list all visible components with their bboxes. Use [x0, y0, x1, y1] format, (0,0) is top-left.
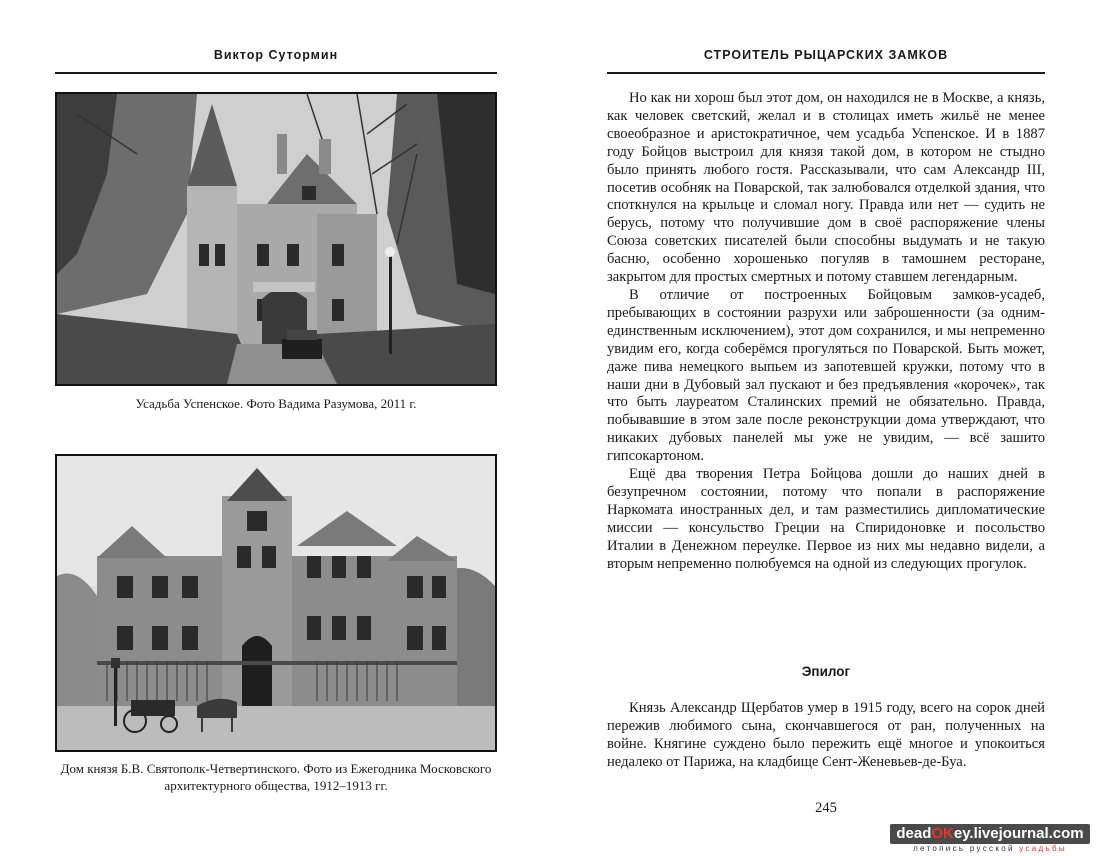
photo-caption: Усадьба Успенское. Фото Вадима Разумова, 2011 г.	[135, 396, 417, 411]
photo-usadba-uspenskoe-icon	[57, 94, 495, 384]
right-page	[550, 0, 1100, 856]
photo-caption: Дом князя Б.В. Святополк-Четвертинского. Фото из Ежегодника Московского архитектурного общества, 1912–1913 гг.	[60, 761, 492, 793]
watermark-highlight: OK	[931, 825, 954, 842]
watermark-subtitle	[890, 844, 1090, 854]
running-head-title: СТРОИТЕЛЬ РЫЦАРСКИХ ЗАМКОВ	[703, 48, 949, 62]
paragraph: Князь Александр Щербатов умер в 1915 году, всего на сорок дней пережив любимого сына, скончавшегося от ран, полученных на войне. Княгине суждено было пережить ещё многое и упокоиться недалеко от Парижа, на кладбище Сент-Женевьев-де-Буа.	[607, 700, 1045, 770]
header-rule	[607, 72, 1045, 74]
watermark-subtitle-main: летопись русской	[913, 844, 1020, 853]
photo-dom-chetvertinskogo-icon	[57, 456, 495, 750]
watermark-subtitle-red: усадьбы	[1019, 844, 1067, 853]
watermark-main	[890, 824, 1089, 844]
running-head-author: Виктор Сутормин	[213, 48, 339, 62]
photo-dom-svyatopolk-chetvertinskogo	[55, 454, 497, 752]
watermark-prefix: dead	[896, 825, 932, 842]
main-text	[607, 90, 1045, 573]
page-number: 245	[815, 800, 837, 816]
paragraph: В отличие от построенных Бойцовым замков-усадеб, пребывающих в состоянии разрухи или заброшенности (за одним-единственным исключением), этот дом сохранился, и мы непременно увидим его, когда соберёмся прогуляться по Поварской. Быть может, даже пива немецкого выпьем из запотевшей кружки, потому что в наши дни в Дубовый зал пускают и без предъявления «корочек», так что быть лауреатом Сталинских премий не обязательно. Правда, побывавшие в этом зале после реконструкции дома утверждают, что никаких дубовых панелей мы уже не увидим, — всё зашито гипсокартоном.	[607, 286, 1045, 465]
photo-usadba-uspenskoe	[55, 92, 497, 386]
paragraph: Но как ни хорош был этот дом, он находился не в Москве, а князь, как человек светский, желал и в столицах иметь жильё не менее своеобразное и аристократичное, чем усадьба Успенское. И в 1887 году Бойцов выстроил для князя такой дом, в котором не стыдно было принять любого гостя. Рассказывали, что сам Александр III, посетив особняк на Поварской, так залюбовался отделкой здания, что споткнулся на крыльце и сломал ногу. Правда или нет — судить не берусь, потому что получившие дом в своё распоряжение члены Союза советских писателей были способны выдумать и не такую басню, особенно хорошенько погуляв в тамошнем ресторане, закрытом для простых смертных и потому ставшем легендарным.	[607, 90, 1045, 286]
header-rule	[55, 72, 497, 74]
section-heading: Эпилог	[801, 664, 851, 679]
paragraph: Ещё два творения Петра Бойцова дошли до наших дней в безупречном состоянии, потому что попали в распоряжение Наркомата иностранных дел, и там разместились дипломатические миссии — консульство Греции на Спиридоновке и посольство Италии в Денежном переулке. Первое из них мы недавно видели, а вторым непременно полюбуемся на одной из следующих прогулок.	[607, 466, 1045, 572]
watermark-logo	[890, 824, 1090, 856]
watermark-suffix: ey.livejournal.com	[953, 825, 1084, 842]
epilogue-text	[607, 700, 1045, 772]
